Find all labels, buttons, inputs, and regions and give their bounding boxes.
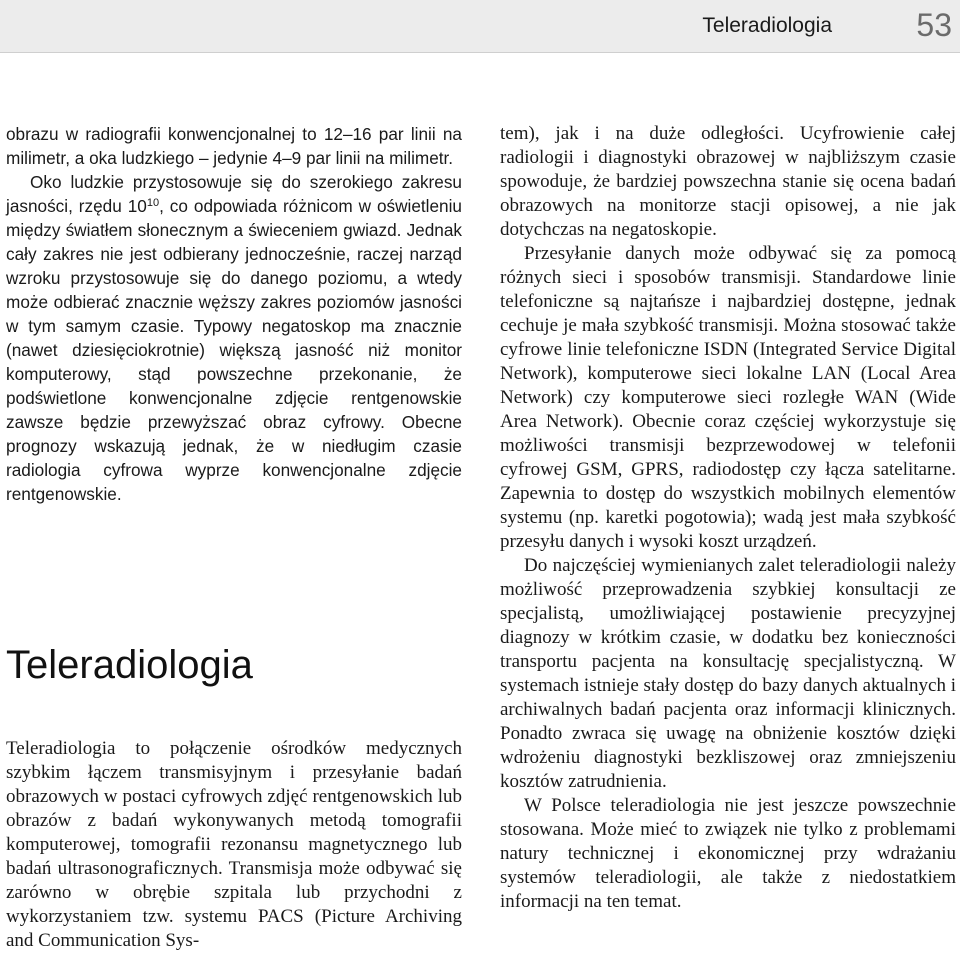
paragraph xyxy=(500,554,956,794)
paragraph xyxy=(500,794,956,914)
paragraph xyxy=(6,122,462,170)
page-number: 53 xyxy=(916,7,952,43)
paragraph xyxy=(500,242,956,554)
paragraph xyxy=(6,737,462,953)
paragraph-text: , co odpowiada różnicom w oświetleniu między światłem słonecznym a świeceniem gwiazd. xyxy=(6,196,462,240)
paragraph-text: tem), jak i na duże odległości. Ucyfrowienie całej radiologii i diagnostyki obrazowej w najbliższym czasie spowoduje, że bardziej powszechna stanie się ocena badań obrazowych na monitorze stacji opisowej, a nie jak dotychczas na negatoskopie. xyxy=(500,123,956,240)
paragraph-text: Oko ludzkie przystosowuje się do szerokiego zakresu jasności, rzędu 10 xyxy=(6,172,462,216)
left-column-upper xyxy=(6,122,462,506)
exponent: 10 xyxy=(146,197,160,209)
paragraph-text: Do najczęściej wymienianych zalet teleradiologii należy możliwość przeprowadzenia szybkiej konsultacji ze specjalistą, umożliwiającej postawienie precyzyjnej diagnozy w krótkim czasie, w dodatku bez konieczności transportu pacjenta na konsultację specjalistyczną. W systemach istnieje stały dostęp do bazy danych aktualnych i archiwalnych badań pacjenta oraz informacji klinicznych. Ponadto zwraca się uwagę na obniżenie kosztów dzięki wdrożeniu diagnostyki bezkliszowej oraz zmniejszeniu kosztów zatrudnienia. xyxy=(500,555,956,792)
right-column xyxy=(500,122,956,914)
paragraph xyxy=(500,122,956,242)
section-heading: Teleradiologia xyxy=(6,643,253,687)
paragraph-text: Przesyłanie danych może odbywać się za pomocą różnych sieci i sposobów transmisji. Standardowe linie telefoniczne są najtańsze i najbardziej dostępne, jednak cechuje je mała szybkość transmisji. Można stosować także cyfrowe linie telefoniczne ISDN (Integrated Service Digital Network), komputerowe sieci lokalne LAN (Local Area Network) czy komputerowe sieci rozległe WAN (Wide Area Network). Obecnie coraz częściej wykorzystuje się możliwości transmisji bezprzewodowej w telefonii cyfrowej GSM, GPRS, radiodostęp czy łącza satelitarne. Zapewnia to dostęp do wszystkich mobilnych elementów systemu (np. karetki pogotowia); wadą jest mała szybkość przesyłu danych i wysoki koszt urządzeń. xyxy=(500,243,956,552)
paragraph-text: Jednak cały zakres nie jest odbierany jednocześnie, raczej narząd wzroku przystosowuje się do danego poziomu, a wtedy może odbierać znacznie węższy zakres poziomów jasności w tym samym czasie. Typowy negatoskop ma znacznie (nawet dziesięciokrotnie) większą jasność niż monitor komputerowy, stąd powszechne przekonanie, że podświetlone konwencjonalne zdjęcie rentgenowskie zawsze będzie przewyższać obraz cyfrowy. Obecne prognozy wskazują jednak, że w niedługim czasie radiologia cyfrowa wyprze konwencjonalne zdjęcie rentgenowskie. xyxy=(6,220,462,504)
page-header xyxy=(0,0,960,53)
paragraph-text: W Polsce teleradiologia nie jest jeszcze powszechnie stosowana. Może mieć to związek nie tylko z problemami natury technicznej i ekonomicznej przy wdrażaniu systemów teleradiologii, ale także z niedostatkiem informacji na ten temat. xyxy=(500,795,956,912)
paragraph-text: obrazu w radiografii konwencjonalnej to 12–16 par linii na milimetr, a oka ludzkiego – jedynie 4–9 par linii na milimetr. xyxy=(6,124,462,168)
left-column-lower xyxy=(6,737,462,953)
running-title: Teleradiologia xyxy=(702,14,832,37)
paragraph xyxy=(6,170,462,506)
paragraph-text: Teleradiologia to połączenie ośrodków medycznych szybkim łączem transmisyjnym i przesyłanie badań obrazowych w postaci cyfrowych zdjęć rentgenowskich lub obrazów z badań wykonywanych metodą tomografii komputerowej, tomografii rezonansu magnetycznego lub badań ultrasonograficznych. Transmisja może odbywać się zarówno w obrębie szpitala lub przychodni z wykorzystaniem tzw. systemu PACS (Picture Archiving and Communication Sys- xyxy=(6,738,462,951)
